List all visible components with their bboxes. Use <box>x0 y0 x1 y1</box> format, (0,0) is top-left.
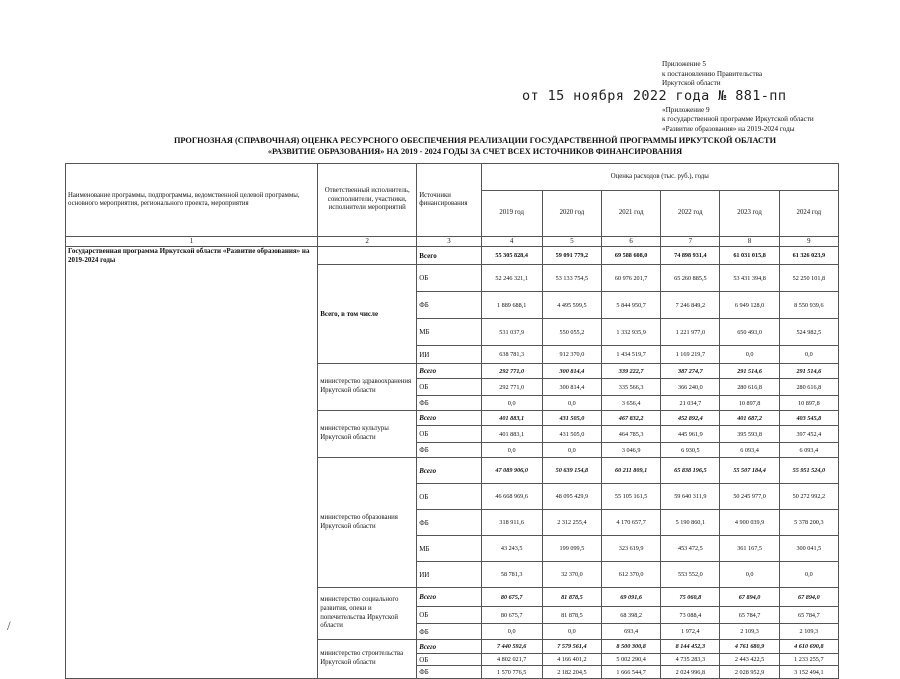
source-cell: ФБ <box>417 396 481 411</box>
value-cell: 61 031 015,8 <box>720 247 779 265</box>
value-cell: 1 434 519,7 <box>602 346 661 364</box>
value-cell: 1 332 935,9 <box>602 319 661 346</box>
value-cell: 50 639 154,8 <box>542 458 601 484</box>
source-cell: Всего <box>417 247 481 265</box>
value-cell: 2 182 204,5 <box>542 666 601 679</box>
value-cell: 59 640 311,9 <box>661 484 720 510</box>
value-cell: 4 170 657,7 <box>602 510 661 536</box>
value-cell: 300 814,4 <box>542 379 601 396</box>
annex-line: «Приложение 9 <box>662 105 710 114</box>
value-cell: 291 514,6 <box>779 364 838 379</box>
value-cell: 693,4 <box>602 624 661 640</box>
value-cell: 291 514,6 <box>720 364 779 379</box>
header-responsible: Ответственный исполнитель, соисполнители, участники, исполнители мероприятий <box>318 164 417 237</box>
source-cell: ОБ <box>417 484 481 510</box>
value-cell: 553 552,0 <box>661 562 720 588</box>
value-cell: 2 028 952,9 <box>720 666 779 679</box>
value-cell: 335 566,3 <box>602 379 661 396</box>
annex-line: к постановлению Правительства <box>662 69 763 78</box>
value-cell: 80 675,7 <box>481 607 542 624</box>
value-cell: 4 802 021,7 <box>481 654 542 666</box>
header-name: Наименование программы, подпрограммы, ведомственной целевой программы, основного мероприятия, регионального проекта, мероприятия <box>66 164 318 237</box>
value-cell: 550 055,2 <box>542 319 601 346</box>
value-cell: 69 091,6 <box>602 588 661 607</box>
value-cell: 1 972,4 <box>661 624 720 640</box>
source-cell: ИИ <box>417 562 481 588</box>
value-cell: 2 443 422,5 <box>720 654 779 666</box>
value-cell: 366 240,0 <box>661 379 720 396</box>
value-cell: 524 982,5 <box>779 319 838 346</box>
column-number: 5 <box>542 237 601 247</box>
value-cell: 65 838 196,5 <box>661 458 720 484</box>
value-cell: 7 246 849,2 <box>661 292 720 319</box>
value-cell: 4 495 599,5 <box>542 292 601 319</box>
value-cell: 292 771,0 <box>481 379 542 396</box>
value-cell: 47 089 906,0 <box>481 458 542 484</box>
value-cell: 2 109,3 <box>720 624 779 640</box>
value-cell: 7 579 561,4 <box>542 640 601 654</box>
value-cell: 60 211 809,1 <box>602 458 661 484</box>
value-cell: 32 370,0 <box>542 562 601 588</box>
value-cell: 638 781,3 <box>481 346 542 364</box>
value-cell: 50 245 977,0 <box>720 484 779 510</box>
document-title <box>130 135 820 157</box>
value-cell: 59 091 779,2 <box>542 247 601 265</box>
source-cell: ФБ <box>417 666 481 679</box>
header-evaluation: Оценка расходов (тыс. руб.), годы <box>481 164 838 191</box>
value-cell: 0,0 <box>542 443 601 458</box>
value-cell: 81 878,5 <box>542 588 601 607</box>
value-cell: 8 144 452,3 <box>661 640 720 654</box>
value-cell: 53 431 394,8 <box>720 265 779 292</box>
header-year: 2019 год <box>481 191 542 237</box>
source-cell: Всего <box>417 364 481 379</box>
source-cell: ОБ <box>417 265 481 292</box>
value-cell: 5 844 950,7 <box>602 292 661 319</box>
source-cell: МБ <box>417 319 481 346</box>
source-cell: ОБ <box>417 426 481 443</box>
source-cell: МБ <box>417 536 481 562</box>
value-cell: 2 024 996,8 <box>661 666 720 679</box>
value-cell: 387 274,7 <box>661 364 720 379</box>
program-name: Государственная программа Иркутской области «Развитие образования» на 2019-2024 годы <box>66 247 318 679</box>
value-cell: 403 545,8 <box>779 411 838 426</box>
value-cell: 0,0 <box>720 562 779 588</box>
value-cell: 65 260 885,5 <box>661 265 720 292</box>
value-cell: 1 233 255,7 <box>779 654 838 666</box>
value-cell: 0,0 <box>779 562 838 588</box>
value-cell: 467 832,2 <box>602 411 661 426</box>
header-year: 2024 год <box>779 191 838 237</box>
column-number: 4 <box>481 237 542 247</box>
value-cell: 300 041,5 <box>779 536 838 562</box>
value-cell: 2 312 255,4 <box>542 510 601 536</box>
value-cell: 452 892,4 <box>661 411 720 426</box>
value-cell: 431 505,0 <box>542 411 601 426</box>
source-cell: Всего <box>417 411 481 426</box>
value-cell: 2 109,3 <box>779 624 838 640</box>
value-cell: 912 370,0 <box>542 346 601 364</box>
source-cell: Всего <box>417 588 481 607</box>
ministry-name: министерство здравоохранения Иркутской области <box>318 364 417 411</box>
column-number: 3 <box>417 237 481 247</box>
value-cell: 0,0 <box>779 346 838 364</box>
source-cell: ФБ <box>417 510 481 536</box>
value-cell: 10 897,8 <box>779 396 838 411</box>
value-cell: 55 507 184,4 <box>720 458 779 484</box>
value-cell: 0,0 <box>481 443 542 458</box>
value-cell: 1 889 688,1 <box>481 292 542 319</box>
value-cell: 48 095 429,9 <box>542 484 601 510</box>
value-cell: 199 099,5 <box>542 536 601 562</box>
value-cell: 401 687,2 <box>720 411 779 426</box>
value-cell: 21 034,7 <box>661 396 720 411</box>
value-cell: 3 656,4 <box>602 396 661 411</box>
blank-cell <box>318 247 417 265</box>
value-cell: 46 668 969,6 <box>481 484 542 510</box>
value-cell: 0,0 <box>481 624 542 640</box>
value-cell: 8 550 939,6 <box>779 292 838 319</box>
source-cell: ФБ <box>417 292 481 319</box>
value-cell: 6 093,4 <box>720 443 779 458</box>
value-cell: 0,0 <box>720 346 779 364</box>
header-source: Источники финансирования <box>417 164 481 237</box>
value-cell: 280 616,8 <box>779 379 838 396</box>
value-cell: 280 616,8 <box>720 379 779 396</box>
column-number: 9 <box>779 237 838 247</box>
value-cell: 80 675,7 <box>481 588 542 607</box>
value-cell: 5 378 200,3 <box>779 510 838 536</box>
value-cell: 300 814,4 <box>542 364 601 379</box>
ministry-name: министерство образования Иркутской области <box>318 458 417 588</box>
source-cell: ОБ <box>417 379 481 396</box>
source-cell: ОБ <box>417 654 481 666</box>
value-cell: 4 735 283,3 <box>661 654 720 666</box>
value-cell: 1 570 776,5 <box>481 666 542 679</box>
source-cell: Всего <box>417 458 481 484</box>
value-cell: 65 784,7 <box>779 607 838 624</box>
value-cell: 464 785,3 <box>602 426 661 443</box>
value-cell: 50 272 992,2 <box>779 484 838 510</box>
value-cell: 55 105 161,5 <box>602 484 661 510</box>
value-cell: 75 060,8 <box>661 588 720 607</box>
value-cell: 5 190 860,1 <box>661 510 720 536</box>
column-number: 1 <box>66 237 318 247</box>
annex-line: Приложение 5 <box>662 60 706 68</box>
value-cell: 73 088,4 <box>661 607 720 624</box>
resource-table <box>65 163 839 679</box>
value-cell: 69 588 608,0 <box>602 247 661 265</box>
value-cell: 74 898 931,4 <box>661 247 720 265</box>
annex-line: Иркутской области <box>662 79 721 88</box>
value-cell: 453 472,5 <box>661 536 720 562</box>
value-cell: 4 900 039,9 <box>720 510 779 536</box>
value-cell: 52 250 101,8 <box>779 265 838 292</box>
ministry-name: министерство социального развития, опеки и попечительства Иркутской области <box>318 588 417 640</box>
value-cell: 3 046,9 <box>602 443 661 458</box>
value-cell: 60 976 201,7 <box>602 265 661 292</box>
column-number: 2 <box>318 237 417 247</box>
value-cell: 61 326 023,9 <box>779 247 838 265</box>
header-year: 2023 год <box>720 191 779 237</box>
value-cell: 0,0 <box>542 396 601 411</box>
value-cell: 55 951 524,0 <box>779 458 838 484</box>
ministry-name: министерство культуры Иркутской области <box>318 411 417 458</box>
value-cell: 292 771,0 <box>481 364 542 379</box>
title-line: «РАЗВИТИЕ ОБРАЗОВАНИЯ» НА 2019 - 2024 ГОДЫ ЗА СЧЕТ ВСЕХ ИСТОЧНИКОВ ФИНАНСИРОВАНИЯ <box>267 147 683 156</box>
annex-line: к государственной программе Иркутской области <box>662 115 814 124</box>
value-cell: 650 493,0 <box>720 319 779 346</box>
total-label: Всего, в том числе <box>318 265 417 364</box>
column-number: 8 <box>720 237 779 247</box>
value-cell: 1 666 544,7 <box>602 666 661 679</box>
header-year: 2021 год <box>602 191 661 237</box>
value-cell: 0,0 <box>542 624 601 640</box>
value-cell: 0,0 <box>481 396 542 411</box>
value-cell: 65 784,7 <box>720 607 779 624</box>
value-cell: 81 878,5 <box>542 607 601 624</box>
value-cell: 361 167,5 <box>720 536 779 562</box>
source-cell: ОБ <box>417 607 481 624</box>
value-cell: 4 166 401,2 <box>542 654 601 666</box>
value-cell: 531 037,9 <box>481 319 542 346</box>
source-cell: ФБ <box>417 624 481 640</box>
table-row <box>66 247 839 265</box>
value-cell: 52 246 321,1 <box>481 265 542 292</box>
value-cell: 8 500 300,8 <box>602 640 661 654</box>
value-cell: 6 093,4 <box>779 443 838 458</box>
source-cell: ИИ <box>417 346 481 364</box>
header-year: 2020 год <box>542 191 601 237</box>
value-cell: 1 221 977,0 <box>661 319 720 346</box>
value-cell: 10 897,8 <box>720 396 779 411</box>
value-cell: 1 169 219,7 <box>661 346 720 364</box>
value-cell: 339 222,7 <box>602 364 661 379</box>
value-cell: 55 305 828,4 <box>481 247 542 265</box>
value-cell: 67 894,0 <box>720 588 779 607</box>
ministry-name: министерство строительства Иркутской области <box>318 640 417 679</box>
decree-stamp: от 15 ноября 2022 года № 881-пп <box>522 88 787 104</box>
value-cell: 67 894,0 <box>779 588 838 607</box>
value-cell: 318 911,6 <box>481 510 542 536</box>
value-cell: 68 398,2 <box>602 607 661 624</box>
value-cell: 445 961,9 <box>661 426 720 443</box>
value-cell: 431 505,0 <box>542 426 601 443</box>
value-cell: 401 883,1 <box>481 411 542 426</box>
header-year: 2022 год <box>661 191 720 237</box>
value-cell: 397 452,4 <box>779 426 838 443</box>
title-line: ПРОГНОЗНАЯ (СПРАВОЧНАЯ) ОЦЕНКА РЕСУРСНОГО ОБЕСПЕЧЕНИЯ РЕАЛИЗАЦИИ ГОСУДАРСТВЕННОЙ ПРОГРАММЫ ИРКУТСКОЙ ОБЛАСТИ <box>173 136 777 145</box>
value-cell: 53 133 754,5 <box>542 265 601 292</box>
value-cell: 323 619,9 <box>602 536 661 562</box>
value-cell: 3 152 494,1 <box>779 666 838 679</box>
value-cell: 6 930,5 <box>661 443 720 458</box>
annex-line: «Развитие образования» на 2019-2024 годы <box>662 124 795 133</box>
value-cell: 4 761 680,9 <box>720 640 779 654</box>
value-cell: 58 781,3 <box>481 562 542 588</box>
value-cell: 43 243,5 <box>481 536 542 562</box>
value-cell: 5 002 290,4 <box>602 654 661 666</box>
column-number: 7 <box>661 237 720 247</box>
value-cell: 395 593,8 <box>720 426 779 443</box>
value-cell: 401 883,1 <box>481 426 542 443</box>
source-cell: Всего <box>417 640 481 654</box>
value-cell: 7 440 592,6 <box>481 640 542 654</box>
column-number: 6 <box>602 237 661 247</box>
value-cell: 4 610 690,8 <box>779 640 838 654</box>
value-cell: 6 949 128,0 <box>720 292 779 319</box>
value-cell: 612 370,0 <box>602 562 661 588</box>
margin-mark: / <box>7 618 11 633</box>
source-cell: ФБ <box>417 443 481 458</box>
